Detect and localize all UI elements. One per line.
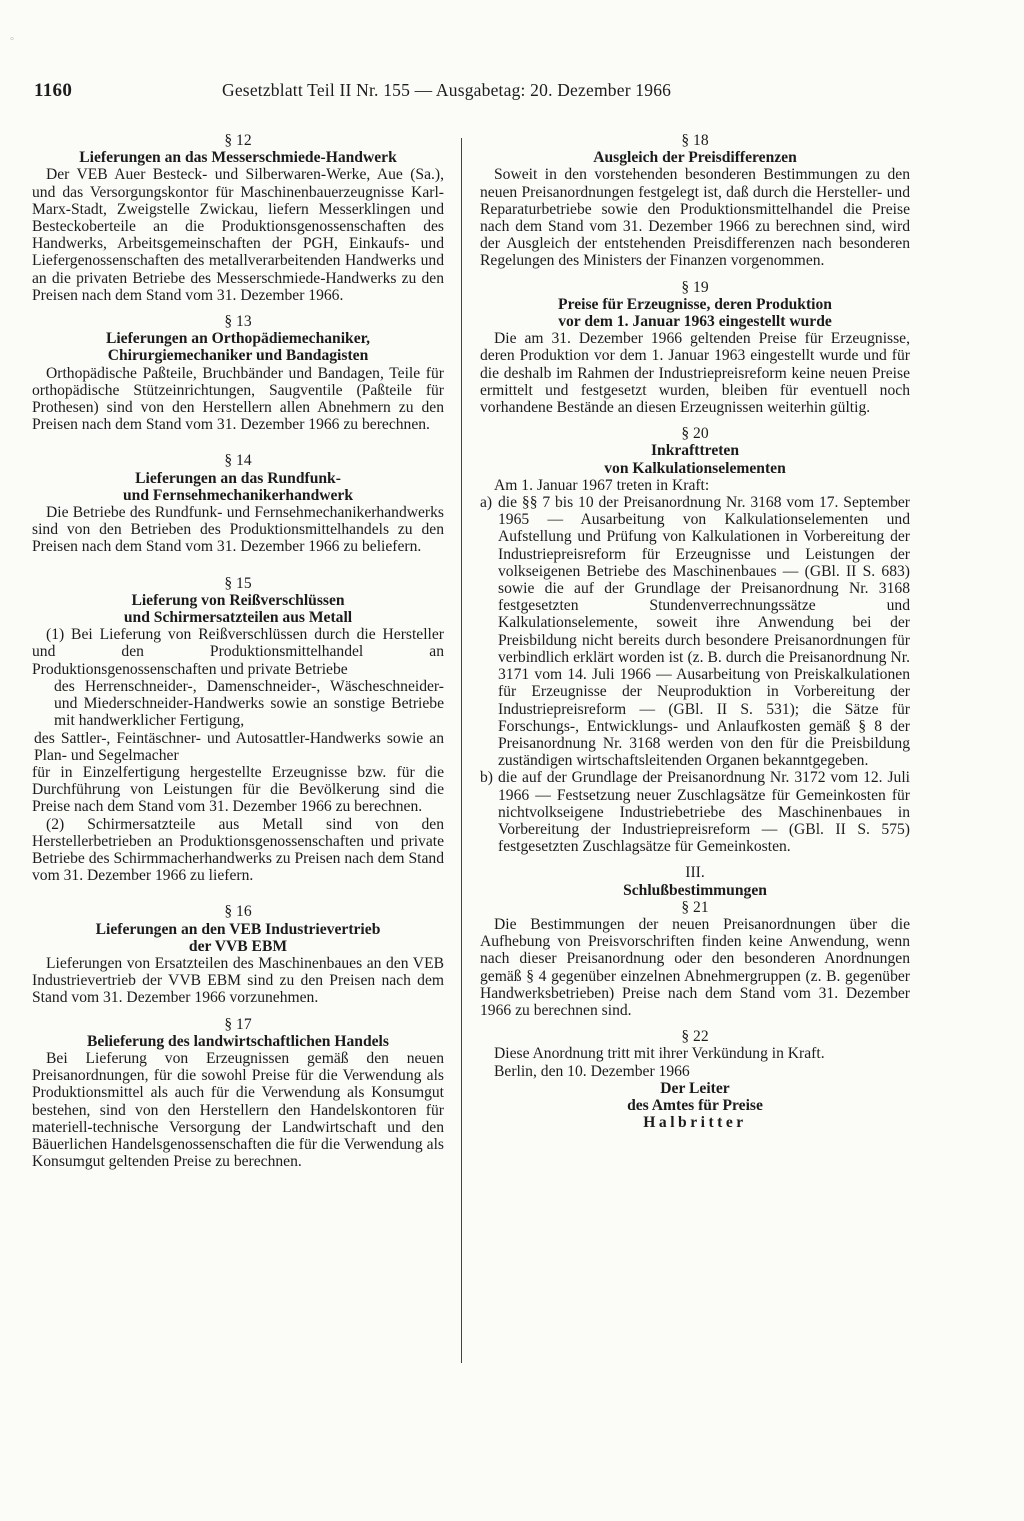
section-19-title-line-1: Preise für Erzeugnisse, deren Produktion (558, 295, 832, 313)
section-20-number: § 20 (681, 425, 709, 443)
section-21-number: § 21 (681, 898, 709, 916)
section-16-title-line-2: der VVB EBM (188, 937, 288, 955)
part-3-number: III. (685, 864, 705, 882)
section-14-number: § 14 (224, 452, 252, 470)
section-14-title-line-1: Lieferungen an das Rundfunk- (135, 469, 341, 487)
section-18-text: Soweit in den vorstehenden besonderen Bestimmungen zu den neuen Preisanordnungen festgelegt ist, daß durch die Hersteller- und Reparaturbetriebe sowie den Produktionsmittelhandel die Preise nach dem Stand vom 31. Dezember 1966 zu berechnen sind, wird der Ausgleich der entstehenden Preisdifferenzen nach besonderen Regelungen des Ministers der Finanzen vorgenommen. (480, 166, 910, 270)
part-3-title: Schlußbestimmungen (623, 881, 767, 899)
item-a-label: a) (480, 494, 493, 512)
section-17-number: § 17 (224, 1015, 252, 1033)
section-20-title-line-2: von Kalkulationselementen (604, 459, 786, 477)
section-19-number: § 19 (681, 278, 709, 296)
section-15-paragraph-1: (1) Bei Lieferung von Reißverschlüssen durch die Hersteller und den Produktionsmittelhandel an Produktionsgenossenschaften und private Betriebe (32, 626, 444, 678)
section-16-title-line-1: Lieferungen an den VEB Industrievertrieb (95, 920, 381, 938)
section-12-text: Der VEB Auer Besteck- und Silberwaren-Werke, Aue (Sa.), und das Versorgungskontor für Maschinenbauerzeugnisse Karl-Marx-Stadt, Zweigstelle Zwickau, liefern Messerklingen und Besteckoberteile an die Produktionsgenossenschaften des Handwerks, Arbeitsgemeinschaften der PGH, Einkaufs- und Liefergenossenschaften des metallverarbeitenden Handwerks und an die privaten Betriebe des Messerschmiede-Handwerks zu den Preisen nach dem Stand vom 31. Dezember 1966. (32, 166, 444, 304)
section-19-text: Die am 31. Dezember 1966 geltenden Preise für Erzeugnisse, deren Produktion vor dem 1. Januar 1963 eingestellt wurde und für die deshalb im Rahmen der Industriepreisreform keine neuen Preise ermittelt und festgesetzt wurden, bleiben für eventuell noch vorhandene Bestände an diesen Erzeugnissen weiterhin gültig. (480, 330, 910, 417)
section-20-title-line-1: Inkrafttreten (650, 442, 740, 460)
section-22-text: Diese Anordnung tritt mit ihrer Verkündung in Kraft. (494, 1045, 825, 1063)
section-14-text: Die Betriebe des Rundfunk- und Fernsehmechanikerhandwerks sind von den Betrieben des Produktionsmittelhandels zu den Preisen nach dem Stand vom 31. Dezember 1966 zu beliefern. (32, 504, 444, 556)
left-column (32, 132, 444, 1170)
scan-mark: ° (10, 36, 14, 47)
right-column (480, 132, 910, 1131)
section-13-title-line-1: Lieferungen an Orthopädiemechaniker, (105, 330, 371, 348)
page-title: Gesetzblatt Teil II Nr. 155 — Ausgabetag: 20. Dezember 1966 (222, 80, 672, 100)
section-13-number: § 13 (224, 313, 252, 331)
section-18-title: Ausgleich der Preisdifferenzen (593, 149, 797, 167)
item-b-label: b) (480, 769, 493, 787)
place-and-date: Berlin, den 10. Dezember 1966 (494, 1062, 690, 1080)
section-15-number: § 15 (224, 574, 252, 592)
signer-name: Halbritter (643, 1114, 747, 1132)
column-divider (461, 138, 462, 1363)
item-a-text: die §§ 7 bis 10 der Preisanordnung Nr. 3168 vom 17. September 1965 — Ausarbeitung von Kalkulationselementen und Aufstellung und Prüfung von Kalkulationen in Vorbereitung der Industriepreisreform für Erzeugnisse und Leistungen der volkseigenen Betriebe des Maschinenbaues — (GBl. II S. 683) sowie die auf der Grundlage der Preisanordnung Nr. 3168 festgesetzten Stundenverrechnungssätze und Kalkulationselemente, soweit ihre Anwendung bei der Preisbildung nicht bereits durch besondere Preisanordnungen für verbindlich erklärt worden ist (z. B. durch die Preisanordnung Nr. 3171 vom 14. Juli 1966 — Ausarbeitung von Preiskalkulationen für Erzeugnisse der Neuproduktion in Vorbereitung der Industriepreisreform — (GBl. II S. 531); die Sätze für Forschungs-, Entwicklungs- und Anlaufkosten gemäß § 8 der Preisanordnung Nr. 3168 werden von den für die Preisbildung zuständigen wirtschaftsleitenden Organen bekanntgegeben. (498, 494, 910, 770)
section-12-number: § 12 (224, 132, 252, 149)
section-12-title: Lieferungen an das Messerschmiede-Handwerk (79, 149, 397, 167)
section-20-intro: Am 1. Januar 1967 treten in Kraft: (494, 476, 710, 494)
section-13-text: Orthopädische Paßteile, Bruchbänder und Bandagen, Teile für orthopädische Stützeinrichtungen, Saugventile (Paßteile für Prothesen) sind von den Herstellern allen Abnehmern zu den Preisen nach dem Stand vom 31. Dezember 1966 zu berechnen. (32, 364, 444, 434)
section-15-indent-2: des Sattler-, Feintäschner- und Autosattler-Handwerks sowie an Plan- und Segelmacher (34, 729, 444, 764)
section-15-paragraph-2: (2) Schirmersatzteile aus Metall sind von den Herstellerbetrieben an Produktionsgenossenschaften und private Betriebe des Schirmmacherhandwerks zu Preisen nach dem Stand vom 31. Dezember 1966 zu liefern. (32, 815, 444, 885)
signer-title-line-1: Der Leiter (660, 1079, 730, 1097)
section-15-indent-1: des Herrenschneider-, Damenschneider-, Wäscheschneider- und Miederschneider-Handwerks sowie an sonstige Betriebe mit handwerklicher Fertigung, (54, 677, 444, 730)
section-20-item-b (480, 769, 910, 855)
section-15-title-line-2: und Schirmersatzteilen aus Metall (123, 609, 353, 627)
section-15-paragraph-1-continued: für in Einzelfertigung hergestellte Erzeugnisse bzw. für die Durchführung von Leistungen für die Bevölkerung sind die Preise nach dem Stand vom 31. Dezember 1966 zu berechnen. (32, 763, 444, 816)
section-20-item-a (480, 494, 910, 769)
item-b-text: die auf der Grundlage der Preisanordnung Nr. 3172 vom 12. Juli 1966 — Festsetzung neuer Zuschlagsätze für Gemeinkosten für nichtvolkseigene Industriebetriebe des Maschinenbaues in Vorbereitung der Industriepreisreform — (GBl. II S. 575) festgesetzten Zuschlagsätze für Gemeinkosten. (498, 769, 910, 856)
section-16-text: Lieferungen von Ersatzteilen des Maschinenbaues an den VEB Industrievertrieb der VVB EBM sind zu den Preisen nach dem Stand vom 31. Dezember 1966 vorzunehmen. (32, 954, 444, 1007)
section-14-title-line-2: und Fernsehmechanikerhandwerk (122, 486, 354, 504)
section-13-title-line-2: Chirurgiemechaniker und Bandagisten (107, 347, 369, 365)
section-21-text: Die Bestimmungen der neuen Preisanordnungen über die Aufhebung von Preisvorschriften finden keine Anwendung, wenn nach dieser Preisanordnung oder den besonderen Anordnungen gemäß § 4 gegenüber einzelnen Abnehmergruppen (z. B. gegenüber Handwerksbetrieben) Preise nach dem Stand vom 31. Dezember 1966 zu berechnen sind. (480, 915, 910, 1019)
section-18-number: § 18 (681, 132, 709, 149)
page-number: 1160 (34, 80, 73, 101)
section-16-number: § 16 (224, 903, 252, 921)
section-17-title: Belieferung des landwirtschaftlichen Handels (87, 1032, 389, 1050)
section-15-title-line-1: Lieferung von Reißverschlüssen (131, 591, 345, 609)
signer-title-line-2: des Amtes für Preise (627, 1096, 763, 1114)
section-22-number: § 22 (681, 1028, 709, 1046)
page-header (0, 0, 1024, 120)
section-19-title-line-2: vor dem 1. Januar 1963 eingestellt wurde (558, 313, 832, 331)
section-17-text: Bei Lieferung von Erzeugnissen gemäß den neuen Preisanordnungen, für die sowohl Preise für die Verwendung als Produktionsmittel als auch für die Verwendung als Konsumgut bestehen, sind von den Herstellern den Handelskontoren für materiell-technische Versorgung der Landwirtschaft und den Bäuerlichen Handelsgenossenschaften die für die Verwendung als Konsumgut geltenden Preise zu berechnen. (32, 1049, 444, 1171)
